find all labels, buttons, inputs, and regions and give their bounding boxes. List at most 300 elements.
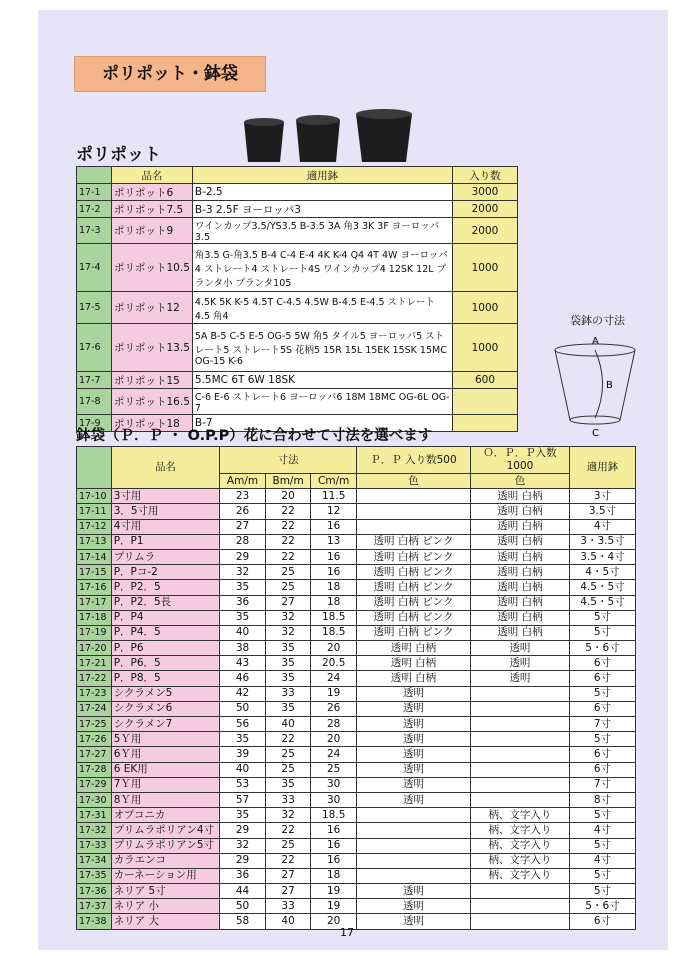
header-size: 寸法 [220, 447, 357, 474]
table-row [77, 747, 636, 762]
item-number: 17-25 [77, 717, 112, 732]
dimension-b: 25 [265, 762, 311, 777]
item-name: 3．5寸用 [111, 504, 220, 519]
item-name: P．P1 [111, 534, 220, 549]
pp-color: 透明 [357, 747, 471, 762]
item-name: P．P4．5 [111, 625, 220, 640]
item-name: P．P4 [111, 610, 220, 625]
pp-color [357, 808, 471, 823]
table-row [77, 580, 636, 595]
dimension-c: 24 [311, 747, 357, 762]
applicable-pot: 5寸 [569, 610, 635, 625]
dimension-a: 53 [220, 777, 266, 792]
pp-color [357, 853, 471, 868]
item-name: 8Ｙ用 [111, 792, 220, 807]
table-row [77, 504, 636, 519]
item-name: プリムラポリアン4寸 [111, 823, 220, 838]
item-number: 17-4 [77, 244, 112, 292]
opp-color: 透明 白柄 [470, 534, 569, 549]
dimension-c: 16 [311, 519, 357, 534]
bag-table [76, 446, 636, 930]
opp-color: 柄、文字入り [470, 838, 569, 853]
opp-color: 透明 白柄 [470, 489, 569, 504]
table-row [77, 792, 636, 807]
dimension-a: 58 [220, 914, 266, 929]
pot-illustration [240, 108, 420, 168]
applicable-pot: 6寸 [569, 656, 635, 671]
item-number: 17-22 [77, 671, 112, 686]
applicable-pot: 6寸 [569, 671, 635, 686]
item-name: プリムラポリアン5寸 [111, 838, 220, 853]
opp-color: 透明 [470, 656, 569, 671]
opp-color: 透明 白柄 [470, 549, 569, 564]
opp-color: 柄、文字入り [470, 868, 569, 883]
dimension-b: 22 [265, 853, 311, 868]
table-row [77, 519, 636, 534]
table-row [77, 868, 636, 883]
dimension-a: 35 [220, 610, 266, 625]
item-qty [453, 389, 518, 415]
applicable-pot: 4寸 [569, 519, 635, 534]
dimension-b: 20 [265, 489, 311, 504]
dimension-c: 18.5 [311, 625, 357, 640]
item-qty: 3000 [453, 184, 518, 201]
table-row [77, 292, 518, 324]
table-row [77, 899, 636, 914]
item-qty: 1000 [453, 244, 518, 292]
pp-color: 透明 白柄 [357, 641, 471, 656]
item-pot: 角3.5 G-角3.5 B-4 C-4 E-4 4K K-4 Q4 4T 4W ヨーロッパ4 ストレート4 ストレート4S ワインカップ4 12SK 12L プランタ小 プランタ105 [192, 244, 452, 292]
polypot-table [76, 166, 518, 432]
dimension-b: 25 [265, 747, 311, 762]
diagram-label-b: B [606, 380, 613, 391]
item-qty: 1000 [453, 292, 518, 324]
dimension-b: 22 [265, 504, 311, 519]
item-name: シクラメン6 [111, 701, 220, 716]
pp-color: 透明 白柄 [357, 656, 471, 671]
item-number: 17-5 [77, 292, 112, 324]
dimension-b: 22 [265, 519, 311, 534]
applicable-pot: 5寸 [569, 884, 635, 899]
applicable-pot: 3.5・4寸 [569, 549, 635, 564]
item-number: 17-14 [77, 549, 112, 564]
dimension-a: 43 [220, 656, 266, 671]
pp-color: 透明 [357, 732, 471, 747]
applicable-pot: 6寸 [569, 701, 635, 716]
item-name: ポリポット9 [112, 218, 193, 244]
header-b: Bm/m [265, 474, 311, 489]
item-number: 17-6 [77, 324, 112, 372]
dimension-c: 16 [311, 823, 357, 838]
table-row [77, 389, 518, 415]
table-row [77, 641, 636, 656]
dimension-c: 26 [311, 701, 357, 716]
pp-color: 透明 [357, 792, 471, 807]
bag-dimension-diagram [550, 312, 650, 440]
item-number: 17-10 [77, 489, 112, 504]
table-row [77, 610, 636, 625]
item-number: 17-21 [77, 656, 112, 671]
item-pot: 5A B-5 C-5 E-5 OG-5 5W 角5 タイル5 ヨーロッパ5 ストレート5 ストレート5S 花柄5 15R 15L 15EK 15SK 15MC OG-15 K-6 [192, 324, 452, 372]
item-name: ネリア 5寸 [111, 884, 220, 899]
dimension-a: 40 [220, 762, 266, 777]
dimension-c: 13 [311, 534, 357, 549]
item-name: カーネーション用 [111, 868, 220, 883]
opp-color [470, 686, 569, 701]
item-qty: 1000 [453, 324, 518, 372]
item-number: 17-19 [77, 625, 112, 640]
dimension-c: 20.5 [311, 656, 357, 671]
item-name: 5Ｙ用 [111, 732, 220, 747]
item-number: 17-29 [77, 777, 112, 792]
dimension-c: 16 [311, 549, 357, 564]
item-name: ポリポット12 [112, 292, 193, 324]
table-row [77, 549, 636, 564]
pp-color [357, 838, 471, 853]
applicable-pot: 5寸 [569, 732, 635, 747]
table-row [77, 838, 636, 853]
table-row [77, 218, 518, 244]
dimension-a: 42 [220, 686, 266, 701]
pp-color: 透明 白柄 ピンク [357, 625, 471, 640]
item-number: 17-15 [77, 565, 112, 580]
dimension-b: 33 [265, 792, 311, 807]
table-row [77, 324, 518, 372]
dimension-b: 35 [265, 641, 311, 656]
pp-color: 透明 [357, 717, 471, 732]
item-name: プリムラ [111, 549, 220, 564]
opp-color [470, 762, 569, 777]
dimension-a: 23 [220, 489, 266, 504]
applicable-pot: 3寸 [569, 489, 635, 504]
pp-color: 透明 [357, 914, 471, 929]
item-number: 17-24 [77, 701, 112, 716]
item-name: P．P2．5 [111, 580, 220, 595]
dimension-b: 25 [265, 565, 311, 580]
dimension-b: 33 [265, 899, 311, 914]
header-name: 品名 [111, 447, 220, 489]
dimension-a: 26 [220, 504, 266, 519]
header-name: 品名 [112, 167, 193, 184]
table-row [77, 534, 636, 549]
applicable-pot: 3・3.5寸 [569, 534, 635, 549]
opp-color: 柄、文字入り [470, 853, 569, 868]
item-name: 4寸用 [111, 519, 220, 534]
item-pot: B-3 2.5F ヨーロッパ3 [192, 201, 452, 218]
dimension-c: 12 [311, 504, 357, 519]
pp-color: 透明 白柄 ピンク [357, 565, 471, 580]
dimension-b: 27 [265, 595, 311, 610]
header-pot: 適用鉢 [192, 167, 452, 184]
table-row [77, 625, 636, 640]
item-name: ポリポット6 [112, 184, 193, 201]
item-pot: 5.5MC 6T 6W 18SK [192, 372, 452, 389]
dimension-a: 44 [220, 884, 266, 899]
dimension-a: 29 [220, 853, 266, 868]
table-row [77, 489, 636, 504]
dimension-b: 25 [265, 580, 311, 595]
item-name: ポリポット15 [112, 372, 193, 389]
item-name: オプコニカ [111, 808, 220, 823]
pp-color [357, 823, 471, 838]
section-heading-bags: 鉢袋（Ｐ．Ｐ ・ O.P.P）花に合わせて寸法を選べます [76, 428, 433, 444]
dimension-b: 22 [265, 549, 311, 564]
dimension-a: 32 [220, 838, 266, 853]
item-pot: B-7 [192, 415, 452, 432]
opp-color [470, 732, 569, 747]
applicable-pot: 4寸 [569, 853, 635, 868]
item-name: シクラメン5 [111, 686, 220, 701]
dimension-a: 35 [220, 580, 266, 595]
item-name: シクラメン7 [111, 717, 220, 732]
dimension-a: 46 [220, 671, 266, 686]
dimension-b: 27 [265, 884, 311, 899]
applicable-pot: 5寸 [569, 838, 635, 853]
opp-color [470, 717, 569, 732]
dimension-a: 35 [220, 808, 266, 823]
pp-color: 透明 [357, 701, 471, 716]
item-number: 17-37 [77, 899, 112, 914]
item-number: 17-17 [77, 595, 112, 610]
item-name: 3寸用 [111, 489, 220, 504]
pp-color: 透明 白柄 ピンク [357, 610, 471, 625]
table-header-row [77, 167, 518, 184]
table-row [77, 914, 636, 929]
header-pot: 適用鉢 [569, 447, 635, 489]
table-header-row [77, 447, 636, 474]
item-number: 17-31 [77, 808, 112, 823]
dimension-c: 28 [311, 717, 357, 732]
dimension-b: 32 [265, 808, 311, 823]
dimension-c: 20 [311, 641, 357, 656]
opp-color: 透明 白柄 [470, 610, 569, 625]
table-row [77, 808, 636, 823]
item-number: 17-23 [77, 686, 112, 701]
table-row [77, 671, 636, 686]
dimension-b: 35 [265, 671, 311, 686]
pp-color [357, 519, 471, 534]
item-number: 17-1 [77, 184, 112, 201]
table-row [77, 717, 636, 732]
pp-color [357, 868, 471, 883]
dimension-c: 19 [311, 899, 357, 914]
pp-color: 透明 白柄 ピンク [357, 580, 471, 595]
item-name: P．P6 [111, 641, 220, 656]
dimension-c: 16 [311, 853, 357, 868]
dimension-c: 18.5 [311, 610, 357, 625]
pp-color: 透明 白柄 ピンク [357, 534, 471, 549]
opp-color [470, 914, 569, 929]
opp-color: 透明 白柄 [470, 625, 569, 640]
dimension-b: 33 [265, 686, 311, 701]
applicable-pot: 8寸 [569, 792, 635, 807]
item-name: 6Ｙ用 [111, 747, 220, 762]
page-title: ポリポット・鉢袋 [74, 56, 266, 92]
item-number: 17-18 [77, 610, 112, 625]
item-number: 17-12 [77, 519, 112, 534]
pp-color: 透明 [357, 884, 471, 899]
dimension-a: 35 [220, 732, 266, 747]
item-number: 17-7 [77, 372, 112, 389]
dimension-a: 56 [220, 717, 266, 732]
dimension-c: 18 [311, 868, 357, 883]
applicable-pot: 5・6寸 [569, 641, 635, 656]
header-pp-color: 色 [357, 474, 471, 489]
dimension-c: 18 [311, 595, 357, 610]
dimension-a: 57 [220, 792, 266, 807]
item-number: 17-36 [77, 884, 112, 899]
opp-color: 透明 白柄 [470, 519, 569, 534]
item-qty: 2000 [453, 201, 518, 218]
table-row [77, 732, 636, 747]
item-name: ポリポット7.5 [112, 201, 193, 218]
table-row [77, 701, 636, 716]
table-row [77, 777, 636, 792]
applicable-pot: 7寸 [569, 717, 635, 732]
dimension-b: 32 [265, 610, 311, 625]
item-name: ネリア 大 [111, 914, 220, 929]
item-qty: 2000 [453, 218, 518, 244]
pp-color: 透明 白柄 ピンク [357, 549, 471, 564]
section-heading-polypot: ポリポット [76, 145, 161, 165]
opp-color: 透明 白柄 [470, 565, 569, 580]
item-name: ポリポット18 [112, 415, 193, 432]
dimension-c: 16 [311, 565, 357, 580]
opp-color: 柄、文字入り [470, 823, 569, 838]
item-name: ポリポット10.5 [112, 244, 193, 292]
dimension-c: 24 [311, 671, 357, 686]
dimension-b: 25 [265, 838, 311, 853]
table-row [77, 372, 518, 389]
table-row [77, 884, 636, 899]
dimension-a: 40 [220, 625, 266, 640]
table-row [77, 244, 518, 292]
dimension-c: 30 [311, 792, 357, 807]
dimension-c: 25 [311, 762, 357, 777]
dimension-b: 40 [265, 717, 311, 732]
item-number: 17-33 [77, 838, 112, 853]
pp-color [357, 489, 471, 504]
item-name: P．P6．5 [111, 656, 220, 671]
item-pot: 4.5K 5K K-5 4.5T C-4.5 4.5W B-4.5 E-4.5 ストレート4.5 角4 [192, 292, 452, 324]
pp-color: 透明 白柄 [357, 671, 471, 686]
item-name: 7Ｙ用 [111, 777, 220, 792]
applicable-pot: 5寸 [569, 868, 635, 883]
applicable-pot: 7寸 [569, 777, 635, 792]
pp-color: 透明 [357, 777, 471, 792]
opp-color [470, 701, 569, 716]
dimension-c: 18 [311, 580, 357, 595]
dimension-a: 36 [220, 595, 266, 610]
applicable-pot: 4.5・5寸 [569, 595, 635, 610]
pp-color [357, 504, 471, 519]
header-c: Cm/m [311, 474, 357, 489]
table-row [77, 595, 636, 610]
item-number: 17-16 [77, 580, 112, 595]
applicable-pot: 6寸 [569, 762, 635, 777]
item-number: 17-11 [77, 504, 112, 519]
applicable-pot: 5寸 [569, 808, 635, 823]
item-name: P．P8．5 [111, 671, 220, 686]
item-name: P．P2．5長 [111, 595, 220, 610]
diagram-title: 袋鉢の寸法 [570, 314, 625, 327]
applicable-pot: 4.5・5寸 [569, 580, 635, 595]
item-pot: ワインカップ3.5/YS3.5 B-3.5 3A 角3 3K 3F ヨーロッパ3.5 [192, 218, 452, 244]
item-number: 17-3 [77, 218, 112, 244]
dimension-b: 40 [265, 914, 311, 929]
dimension-a: 39 [220, 747, 266, 762]
item-pot: B-2.5 [192, 184, 452, 201]
opp-color [470, 884, 569, 899]
item-number: 17-30 [77, 792, 112, 807]
dimension-c: 18.5 [311, 808, 357, 823]
applicable-pot: 6寸 [569, 914, 635, 929]
header-opp-color: 色 [470, 474, 569, 489]
item-number: 17-32 [77, 823, 112, 838]
applicable-pot: 4・5寸 [569, 565, 635, 580]
opp-color [470, 777, 569, 792]
applicable-pot: 5・6寸 [569, 899, 635, 914]
page-number: 17 [340, 926, 354, 939]
dimension-b: 27 [265, 868, 311, 883]
dimension-a: 27 [220, 519, 266, 534]
applicable-pot: 3.5寸 [569, 504, 635, 519]
pp-color: 透明 白柄 ピンク [357, 595, 471, 610]
dimension-b: 22 [265, 823, 311, 838]
dimension-a: 50 [220, 701, 266, 716]
item-name: ポリポット13.5 [112, 324, 193, 372]
table-row [77, 853, 636, 868]
dimension-c: 11.5 [311, 489, 357, 504]
dimension-a: 38 [220, 641, 266, 656]
opp-color: 柄、文字入り [470, 808, 569, 823]
item-name: カラエンコ [111, 853, 220, 868]
item-number: 17-2 [77, 201, 112, 218]
opp-color: 透明 [470, 671, 569, 686]
table-row [77, 656, 636, 671]
item-number: 17-8 [77, 389, 112, 415]
applicable-pot: 5寸 [569, 686, 635, 701]
table-row [77, 565, 636, 580]
item-name: ネリア 小 [111, 899, 220, 914]
dimension-c: 20 [311, 914, 357, 929]
table-row [77, 184, 518, 201]
applicable-pot: 6寸 [569, 747, 635, 762]
dimension-b: 35 [265, 701, 311, 716]
opp-color: 透明 白柄 [470, 504, 569, 519]
pp-color: 透明 [357, 762, 471, 777]
item-number: 17-38 [77, 914, 112, 929]
diagram-label-a: A [592, 336, 599, 347]
item-qty: 600 [453, 372, 518, 389]
opp-color: 透明 白柄 [470, 595, 569, 610]
item-qty [453, 415, 518, 432]
dimension-c: 30 [311, 777, 357, 792]
item-name: ポリポット16.5 [112, 389, 193, 415]
item-number: 17-20 [77, 641, 112, 656]
item-number: 17-26 [77, 732, 112, 747]
table-row [77, 686, 636, 701]
opp-color: 透明 [470, 641, 569, 656]
table-row [77, 201, 518, 218]
dimension-c: 16 [311, 838, 357, 853]
header-a: Am/m [220, 474, 266, 489]
item-pot: C-6 E-6 ストレート6 ヨーロッパ6 18M 18MC OG-6L OG-7 [192, 389, 452, 415]
table-row [77, 762, 636, 777]
header-blank [77, 167, 112, 184]
opp-color: 透明 白柄 [470, 580, 569, 595]
opp-color [470, 899, 569, 914]
